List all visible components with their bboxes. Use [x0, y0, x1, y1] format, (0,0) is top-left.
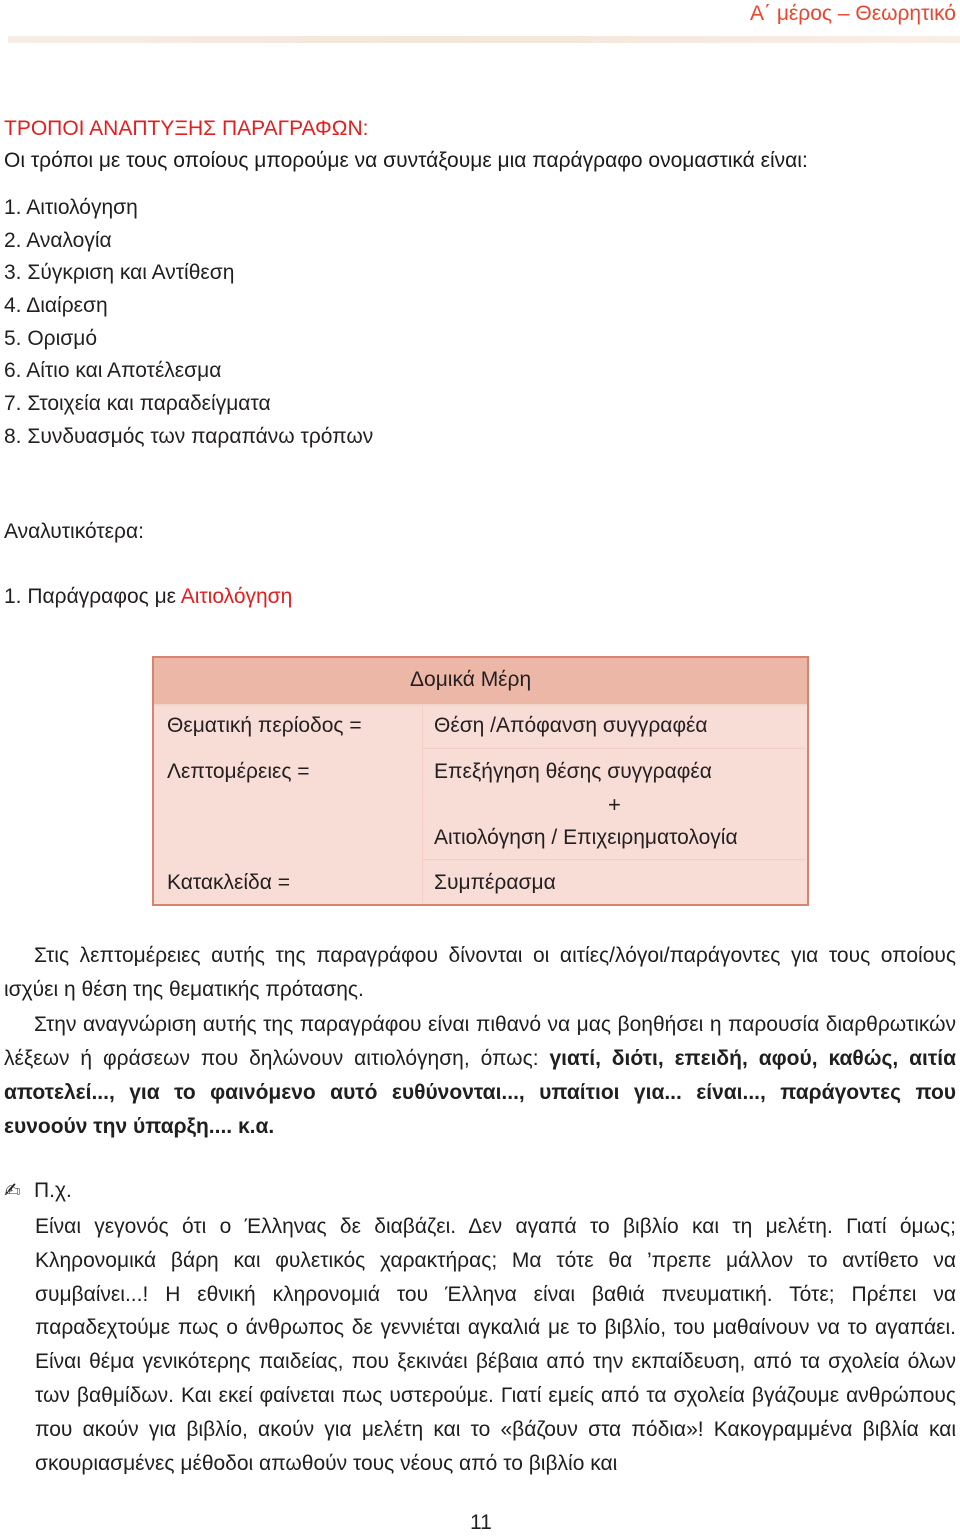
table-caption-band — [154, 658, 807, 706]
table-row-divider — [422, 748, 807, 749]
sub-heading-prefix: 1. Παράγραφος με — [4, 585, 181, 608]
pencil-icon: ✍ — [4, 1180, 21, 1202]
page-number: 11 — [470, 1511, 492, 1534]
table-cell-part: Λεπτομέρειες = — [167, 760, 310, 783]
table-cell-part: Θεματική περίοδος = — [167, 714, 362, 737]
example-heading — [4, 1178, 72, 1203]
table-cell-content: Θέση /Απόφανση συγγραφέα — [434, 714, 708, 737]
markers-list: γιατί, διότι, επειδή, αφού, καθώς, αιτία αποτελεί..., για το φαινόμενο αυτό ευθύνονται..., υπαίτιοι για... είναι..., παράγοντες που ευνοούν την ύπαρξη.... κ.α. — [4, 1047, 956, 1138]
table-cell-content: Αιτιολόγηση / Επιχειρηματολογία — [434, 826, 738, 849]
header-rule — [8, 36, 960, 43]
list-item: 4. Διαίρεση — [4, 294, 108, 318]
sub-heading — [4, 585, 292, 609]
table-cell-part: Κατακλείδα = — [167, 871, 290, 894]
section-title: ΤΡΟΠΟΙ ΑΝΑΠΤΥΞΗΣ ΠΑΡΑΓΡΑΦΩΝ: — [4, 117, 369, 140]
sub-heading-accent: Αιτιολόγηση — [180, 585, 293, 608]
analytic-label: Αναλυτικότερα: — [4, 520, 144, 543]
example-label: Π.χ. — [34, 1179, 72, 1202]
explanation-paragraph: Στις λεπτομέρειες αυτής της παραγράφου δίνονται οι αιτίες/λόγοι/παράγοντες για τους οποίους ισχύει η θέση της θεματικής πρότασης. — [4, 944, 956, 1001]
list-item: 3. Σύγκριση και Αντίθεση — [4, 261, 235, 285]
list-item: 8. Συνδυασμός των παραπάνω τρόπων — [4, 424, 374, 448]
table-row-divider — [422, 859, 807, 860]
example-text: Είναι γεγονός ότι ο Έλληνας δε διαβάζει. Δεν αγαπά το βιβλίο και τη μελέτη. Γιατί όμως; Κληρονομικά βάρη και φυλετικός χαρακτήρας; Μα τότε θα ’πρεπε μάλλον το αντίθετο να συμβαίνει...! Η εθνική κληρονομιά του Έλληνα είναι βαθιά πνευματική. Τότε; Πρέπει να παραδεχτούμε πως ο άνθρωπος δε γεννιέται αγκαλιά με το βιβλίο, του μαθαίνουν να το αγαπάει. Είναι θέμα γενικότερης παιδείας, που ξεκινάει βέβαια από την εκπαίδευση, από τα σχολεία όλων των βαθμίδων. Και εκεί φαίνεται πως υστερούμε. Γιατί εμείς από τα σχολεία βγάζουμε ανθρώπους που ακούν για βιβλίο, ακούν για μελέτη και το «βάζουν στα πόδια»! Κακογραμμένα βιβλία και σκουριασμένες μέθοδοι απωθούν τους νέους από το βιβλίο και — [35, 1215, 956, 1475]
list-item: 5. Ορισμό — [4, 326, 98, 350]
list-item: 6. Αίτιο και Αποτέλεσμα — [4, 359, 222, 383]
structure-table — [152, 656, 809, 906]
table-column-divider — [422, 704, 423, 904]
list-item: 1. Αιτιολόγηση — [4, 196, 138, 219]
table-caption: Δομικά Μέρη — [410, 668, 532, 691]
methods-list — [4, 193, 373, 455]
table-cell-content: Συμπέρασμα — [434, 871, 556, 894]
markers-lead: Στην αναγνώριση αυτής της παραγράφου είναι πιθανό να μας βοηθήσει η παρουσία διαρθρωτικών λέξεων ή φράσεων που δηλώνουν αιτιολόγηση, όπως: — [4, 1013, 956, 1070]
running-head: Α΄ μέρος – Θεωρητικό — [750, 2, 956, 25]
intro-text: Οι τρόποι με τους οποίους μπορούμε να συντάξουμε μια παράγραφο ονομαστικά είναι: — [4, 149, 808, 172]
list-item: 7. Στοιχεία και παραδείγματα — [4, 392, 271, 416]
list-item: 2. Αναλογία — [4, 228, 112, 252]
markers-paragraph — [4, 1008, 956, 1144]
table-cell-joiner: + — [608, 792, 621, 817]
table-cell-content: Επεξήγηση θέσης συγγραφέα — [434, 760, 712, 783]
